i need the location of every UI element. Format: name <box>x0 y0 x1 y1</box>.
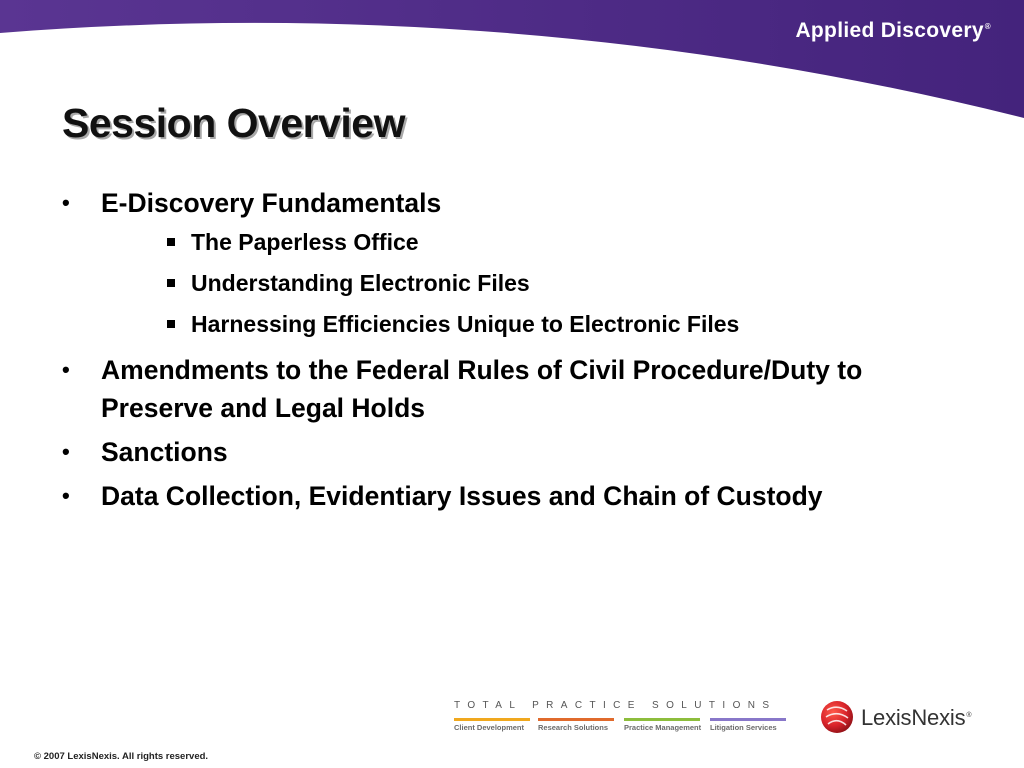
sub-bullet-text: Harnessing Efficiencies Unique to Electronic Files <box>191 311 740 337</box>
tps-item-label: Litigation Services <box>710 723 777 732</box>
brand-name: Applied Discovery <box>795 19 984 42</box>
tps-item-practice-management <box>624 718 700 732</box>
tps-item-litigation-services <box>710 718 786 732</box>
sub-bullet-item <box>101 263 980 304</box>
brand-logo <box>795 19 991 43</box>
slide-title: Session Overview <box>62 100 405 146</box>
brand-registered-mark: ® <box>984 22 991 31</box>
square-bullet-icon <box>167 279 175 287</box>
copyright-notice: © 2007 LexisNexis. All rights reserved. <box>34 751 209 762</box>
sub-bullet-text: The Paperless Office <box>191 229 419 255</box>
bullet-dot-icon: • <box>62 357 70 382</box>
bullet-item <box>60 477 980 515</box>
tps-item-label: Client Development <box>454 723 525 732</box>
lexisnexis-name: LexisNexis <box>861 705 966 730</box>
lexisnexis-logo-icon <box>820 700 854 734</box>
lexisnexis-registered-mark: ® <box>966 711 972 719</box>
bullet-dot-icon: • <box>62 190 70 215</box>
tps-item-label: Practice Management <box>624 723 702 732</box>
tps-label: TOTAL PRACTICE SOLUTIONS <box>454 700 777 711</box>
tps-item-research-solutions <box>538 718 614 732</box>
tps-color-bar <box>710 718 786 721</box>
bullet-text: Sanctions <box>101 437 228 467</box>
square-bullet-icon <box>167 320 175 328</box>
sub-bullet-list <box>101 222 980 345</box>
bullet-text: Amendments to the Federal Rules of Civil Procedure/Duty to Preserve and Legal Holds <box>101 355 863 423</box>
total-practice-solutions <box>454 700 790 736</box>
tps-item-client-development <box>454 718 530 732</box>
bullet-text: Data Collection, Evidentiary Issues and Chain of Custody <box>101 481 823 511</box>
bullet-text: E-Discovery Fundamentals <box>101 188 442 218</box>
sub-bullet-item <box>101 222 980 263</box>
bullet-item <box>60 184 980 345</box>
bullet-item <box>60 351 980 427</box>
sub-bullet-item <box>101 304 980 345</box>
bullet-dot-icon: • <box>62 483 70 508</box>
bullet-item <box>60 433 980 471</box>
bullet-dot-icon: • <box>62 439 70 464</box>
sub-bullet-text: Understanding Electronic Files <box>191 270 530 296</box>
bullet-list <box>60 184 980 521</box>
lexisnexis-wordmark <box>861 705 971 731</box>
tps-color-bar <box>538 718 614 721</box>
tps-item-label: Research Solutions <box>538 723 609 732</box>
tps-color-bar <box>454 718 530 721</box>
tps-color-bar <box>624 718 700 721</box>
square-bullet-icon <box>167 238 175 246</box>
